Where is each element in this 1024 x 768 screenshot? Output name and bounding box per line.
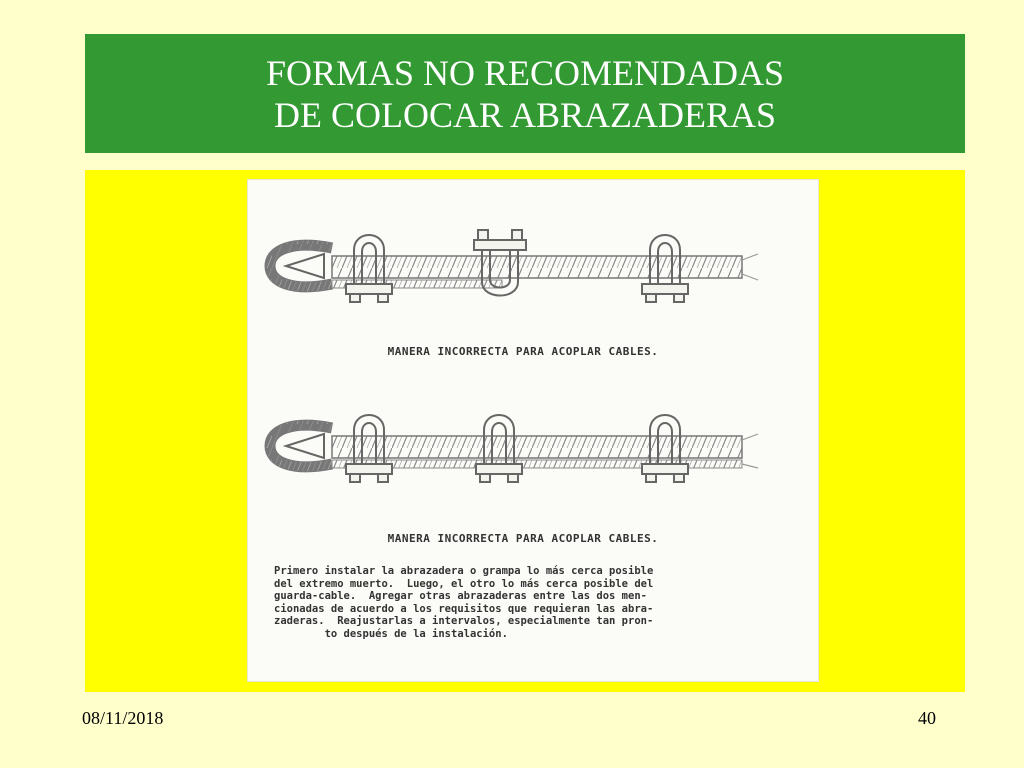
caption-top: MANERA INCORRECTA PARA ACOPLAR CABLES. [387,345,659,358]
slide-title [85,34,965,153]
slide-title-line-2: DE COLOCAR ABRAZADERAS [273,94,777,135]
paragraph-line: Primero instalar la abrazadera o grampa lo más cerca posible [274,565,654,577]
rope-clamp-illustration-bottom [262,400,762,500]
paragraph-line: to después de la instalación. [274,627,508,640]
scanned-diagram [247,179,819,682]
rope-clamp-illustration-top [262,220,762,320]
footer-date: 08/11/2018 [82,708,164,728]
slide-title-line-1: FORMAS NO RECOMENDADAS [265,52,785,93]
caption-bottom: MANERA INCORRECTA PARA ACOPLAR CABLES. [387,532,659,545]
paragraph-line: zaderas. Reajustarlas a intervalos, especialmente tan pron- [274,615,654,627]
page-number: 40 [918,708,936,728]
image-panel [85,170,965,692]
instruction-paragraph [274,565,796,640]
paragraph-line: cionadas de acuerdo a los requisitos que requieran las abra- [274,602,654,615]
paragraph-line: del extremo muerto. Luego, el otro lo más cerca posible del [274,577,654,590]
paragraph-line: guarda-cable. Agregar otras abrazaderas entre las dos men- [274,590,647,602]
